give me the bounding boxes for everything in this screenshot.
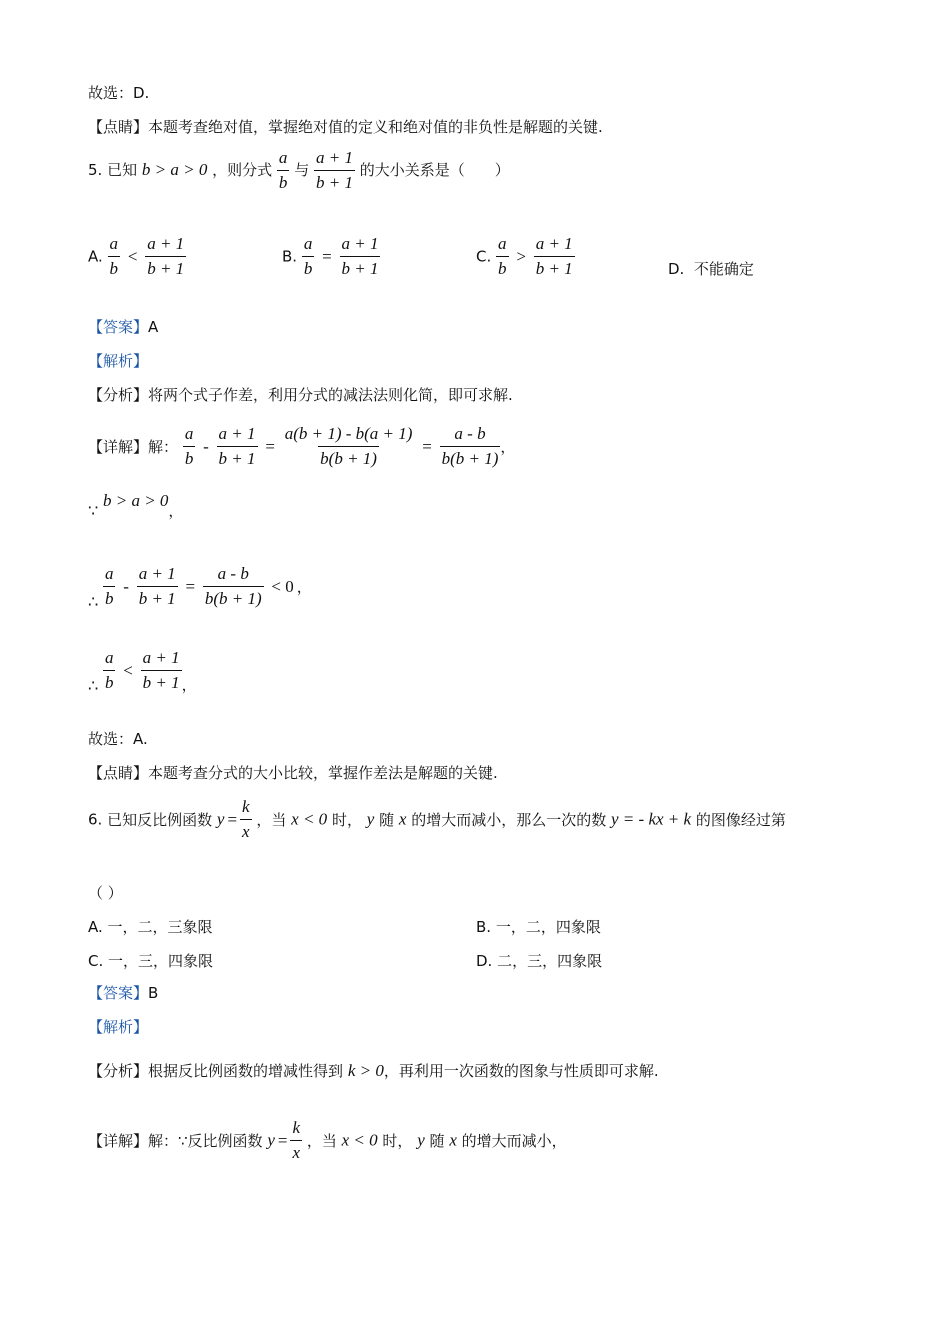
option-a[interactable]: A. $\frac{a}{b}$ < $\frac{a + 1}{b + 1}$ <box>88 232 186 281</box>
option-c[interactable]: C. $\frac{a}{b}$ > $\frac{a + 1}{b + 1}$ <box>476 232 575 281</box>
therefore-line-1: ∴ $\frac{a}{b}$ - $\frac{a + 1}{b + 1}$ = $\frac{a - b}{b(b + 1)}$ < 0 ， <box>88 564 312 611</box>
tip-line: 【点睛】本题考查分式的大小比较，掌握作差法是解题的关键. <box>88 764 498 782</box>
fraction-a-over-b: $\frac{a}{b}$ <box>277 146 290 195</box>
answer-line: 【答案】B <box>88 984 159 1002</box>
analysis-heading: 【解析】 <box>88 1018 149 1036</box>
option-a[interactable]: A. 一，二，三象限 <box>88 918 213 936</box>
option-d[interactable]: D. 二，三，四象限 <box>476 952 603 970</box>
option-b[interactable]: B. $\frac{a}{b}$ = $\frac{a + 1}{b + 1}$ <box>282 232 380 281</box>
choice-line: 故选：D. <box>88 84 150 102</box>
answer-line: 【答案】A <box>88 318 159 336</box>
question-6-paren: （ ） <box>88 884 123 902</box>
option-b[interactable]: B. 一，二，四象限 <box>476 918 601 936</box>
detail-equation: 【详解】解： $\frac{a}{b}$ - $\frac{a + 1}{b + 1}$ = $\frac{a(b + 1) - b(a + 1)}{b(b + 1)}$ = $\frac{a - b}{b(b + 1)}$ ， <box>88 422 515 471</box>
option-c[interactable]: C. 一，三，四象限 <box>88 952 214 970</box>
choice-line: 故选：A. <box>88 730 148 748</box>
tip-line: 【点睛】本题考查绝对值，掌握绝对值的定义和绝对值的非负性是解题的关键. <box>88 118 603 136</box>
because-line: ∵ b > a > 0， <box>88 491 184 520</box>
fraction-a1-over-b1: $\frac{a + 1}{b + 1}$ <box>314 146 355 195</box>
detail-line: 【详解】解：∵反比例函数 y = $\frac{k}{x}$ ，当 x < 0 时， y 随 x 的增大而减小， <box>88 1116 567 1165</box>
therefore-line-2: ∴ $\frac{a}{b}$ < $\frac{a + 1}{b + 1}$ ， <box>88 648 197 695</box>
analysis-line: 【分析】根据反比例函数的增减性得到 k > 0，再利用一次函数的图象与性质即可求解. <box>88 1061 659 1080</box>
analysis-heading: 【解析】 <box>88 352 149 370</box>
question-6-stem: 6. 已知反比例函数 y = $\frac{k}{x}$ ，当 x < 0 时， y 随 x 的增大而减小，那么一次的数 y = - kx + k 的图像经过第 <box>88 795 786 844</box>
question-5-stem: 5. 已知 b > a > 0 ，则分式 $\frac{a}{b}$ 与 $\frac{a + 1}{b + 1}$ 的大小关系是（ ） <box>88 146 510 195</box>
option-d[interactable]: D. 不能确定 <box>668 260 754 278</box>
analysis-line: 【分析】将两个式子作差，利用分式的减法法则化简，即可求解. <box>88 386 513 404</box>
